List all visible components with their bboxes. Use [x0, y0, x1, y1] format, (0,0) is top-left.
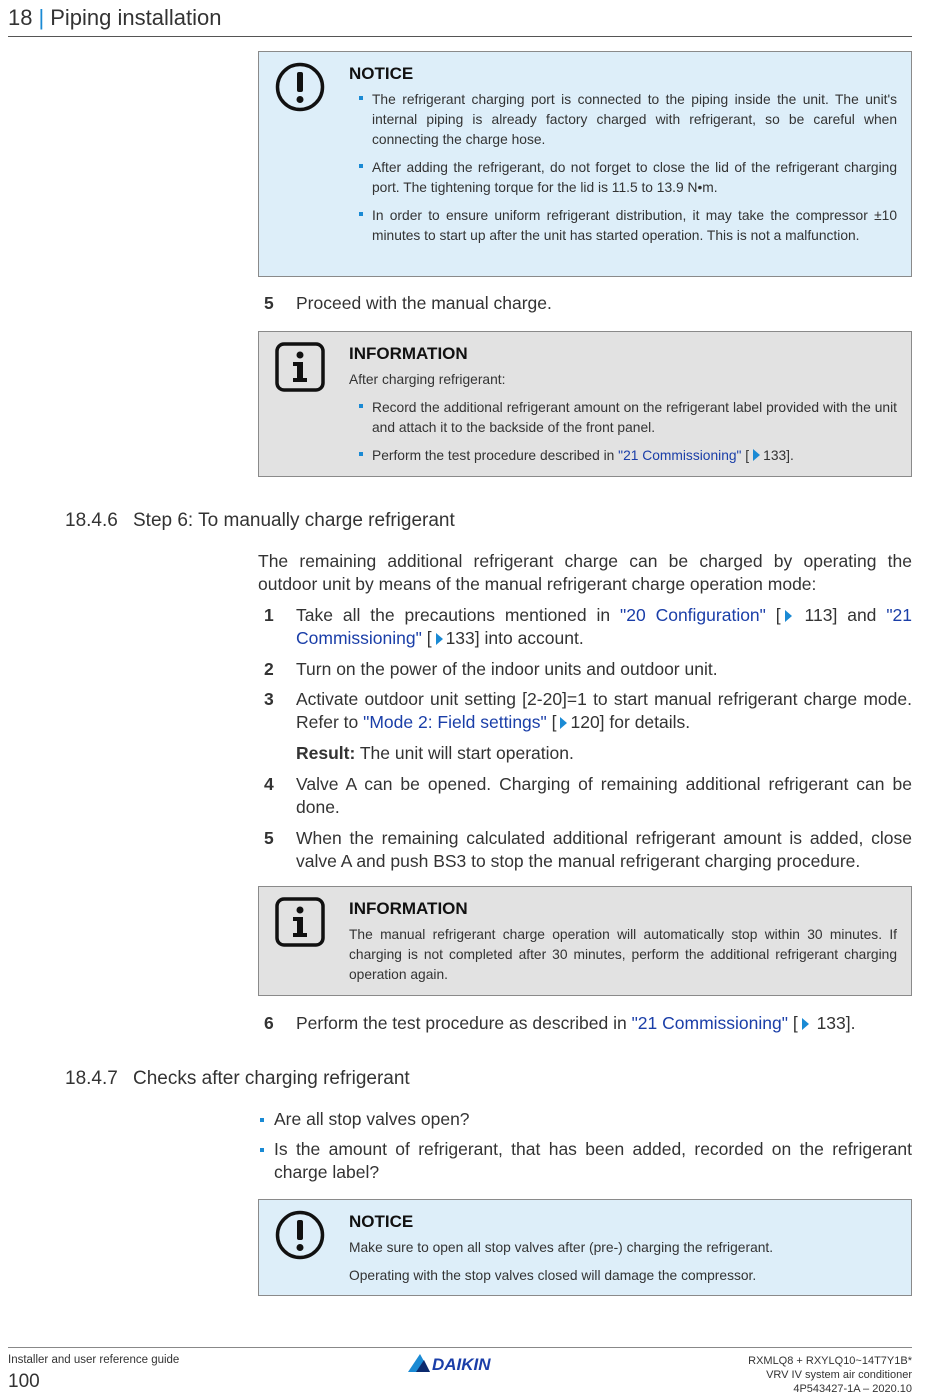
list-item: Record the additional refrigerant amount on the refrigerant label provided with the unit and attach it to the backside of the front panel.	[349, 398, 897, 438]
daikin-logo	[408, 1352, 512, 1374]
step-5	[264, 827, 912, 873]
section-number: 18.4.7	[65, 1068, 118, 1089]
header-divider	[8, 36, 912, 37]
link-mode-2-field-settings[interactable]: "Mode 2: Field settings"	[363, 712, 547, 732]
section-title: Step 6: To manually charge refrigerant	[133, 510, 455, 531]
step-4	[264, 773, 912, 819]
information-text: The manual refrigerant charge operation will automatically stop within 30 minutes. If charging is not completed after 30 minutes, perform the additional refrigerant charging operation again.	[349, 927, 897, 982]
notice-box-stop-valves	[258, 1199, 912, 1296]
step-number: 5	[264, 293, 274, 313]
step-number: 3	[264, 689, 274, 709]
page-ref-arrow-icon	[802, 1018, 809, 1030]
chapter-number: 18	[8, 5, 33, 30]
section-heading-18-4-6	[65, 510, 455, 532]
information-icon	[275, 342, 325, 392]
notice-list	[349, 90, 897, 246]
page-ref[interactable]: 133].	[811, 1013, 856, 1033]
list-item: Is the amount of refrigerant, that has been added, recorded on the refrigerant charge label?	[258, 1138, 912, 1184]
information-intro: After charging refrigerant:	[349, 372, 506, 387]
step-number: 2	[264, 659, 274, 679]
section-intro: The remaining additional refrigerant charge can be charged by operating the outdoor unit by means of the manual refrigerant charge operation mode:	[258, 551, 912, 594]
step-text: When the remaining calculated additional refrigerant amount is added, close valve A and push BS3 to stop the manual refrigerant charging procedure.	[296, 828, 912, 871]
step-number: 5	[264, 828, 274, 848]
information-list	[349, 398, 897, 466]
section-number: 18.4.6	[65, 510, 118, 531]
information-box-auto-stop	[258, 886, 912, 996]
page-header: 18 | Piping installation	[8, 5, 222, 30]
notice-title: NOTICE	[349, 64, 414, 83]
list-item: The refrigerant charging port is connected to the piping inside the unit. The unit's internal piping is already factory charged with refrigerant, so be careful when connecting the charge hose.	[349, 90, 897, 150]
list-item: Are all stop valves open?	[258, 1108, 912, 1131]
page-ref-arrow-icon	[436, 633, 443, 645]
step-number: 1	[264, 605, 274, 625]
result-label: Result:	[296, 743, 356, 763]
information-icon	[275, 897, 325, 947]
step-3: 3 Activate outdoor unit setting [2-20]=1 to start manual refrigerant charge mode. Refer to "Mode 2: Field settings" [ 120] for details.	[264, 689, 912, 732]
footer-divider	[8, 1347, 912, 1348]
section-title: Checks after charging refrigerant	[133, 1068, 410, 1089]
page-ref[interactable]: 120] for details.	[570, 712, 691, 732]
page-ref[interactable]: 133] into account.	[445, 628, 584, 648]
footer-doc-number: 4P543427-1A – 2020.10	[793, 1383, 912, 1395]
exclamation-icon	[275, 62, 325, 112]
svg-text:DAIKIN: DAIKIN	[432, 1355, 491, 1374]
footer-system: VRV IV system air conditioner	[766, 1369, 912, 1381]
section-heading-18-4-7	[65, 1068, 410, 1090]
footer-document-info	[748, 1354, 912, 1396]
information-title: INFORMATION	[349, 344, 468, 363]
step-6: 6 Perform the test procedure as described in "21 Commissioning" [ 133].	[264, 1013, 856, 1033]
information-title: INFORMATION	[349, 899, 468, 918]
page-ref-arrow-icon	[753, 449, 760, 461]
page-ref-arrow-icon	[560, 717, 567, 729]
link-21-commissioning[interactable]: "21 Commissioning"	[296, 605, 912, 648]
step-number: 4	[264, 774, 274, 794]
chapter-title: Piping installation	[50, 5, 222, 30]
notice-line-1: Make sure to open all stop valves after (pre-) charging the refrigerant.	[349, 1240, 774, 1255]
list-item: After adding the refrigerant, do not forget to close the lid of the refrigerant charging port. The tightening torque for the lid is 11.5 to 13.9 N•m.	[349, 158, 897, 198]
step-2	[264, 658, 912, 681]
page-ref[interactable]: 113] and	[794, 605, 887, 625]
page-number: 100	[8, 1371, 40, 1392]
notice-box-charging-port	[258, 51, 912, 277]
page-ref[interactable]: 133].	[763, 448, 794, 463]
list-item: Perform the test procedure described in "21 Commissioning" [ 133].	[349, 446, 897, 466]
information-box-after-charging	[258, 331, 912, 477]
step-3-result	[264, 742, 912, 765]
result-text: The unit will start operation.	[355, 743, 574, 763]
link-21-commissioning[interactable]: "21 Commissioning"	[631, 1013, 788, 1033]
list-item: In order to ensure uniform refrigerant distribution, it may take the compressor ±10 minutes to start up after the unit has started operation. This is not a malfunction.	[349, 206, 897, 246]
notice-line-2: Operating with the stop valves closed will damage the compressor.	[349, 1268, 757, 1283]
step-text: Valve A can be opened. Charging of remaining additional refrigerant can be done.	[296, 774, 912, 817]
notice-title: NOTICE	[349, 1212, 414, 1231]
step-text: Proceed with the manual charge.	[296, 293, 552, 313]
step-text: Turn on the power of the indoor units and outdoor unit.	[296, 659, 718, 679]
link-20-configuration[interactable]: "20 Configuration"	[620, 605, 766, 625]
footer-model: RXMLQ8 + RXYLQ10~14T7Y1B*	[748, 1355, 912, 1367]
step-1: 1 Take all the precautions mentioned in "20 Configuration" [ 113] and "21 Commissioning" [ 133] into account.	[264, 605, 912, 648]
step-5-proceed	[264, 292, 912, 315]
exclamation-icon	[275, 1210, 325, 1260]
page-ref-arrow-icon	[785, 610, 792, 622]
link-21-commissioning[interactable]: "21 Commissioning"	[618, 448, 742, 463]
step-number: 6	[264, 1013, 274, 1033]
footer-guide-title: Installer and user reference guide	[8, 1354, 180, 1366]
